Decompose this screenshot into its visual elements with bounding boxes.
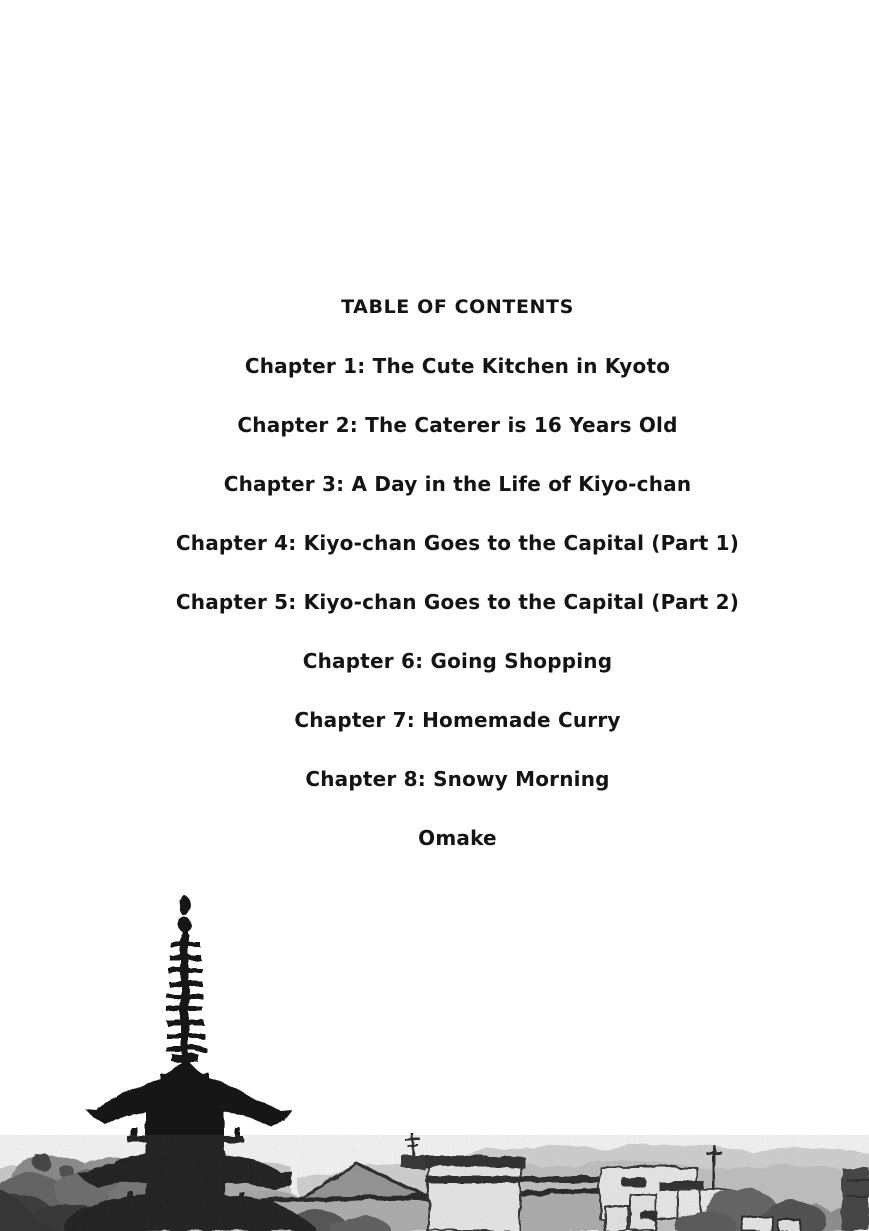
paper-grain-texture bbox=[0, 1135, 869, 1231]
toc-entry-3: Chapter 3: A Day in the Life of Kiyo-chan bbox=[223, 472, 692, 496]
toc-entry-6: Chapter 6: Going Shopping bbox=[302, 649, 613, 673]
toc-entry-7: Chapter 7: Homemade Curry bbox=[294, 708, 621, 732]
table-of-contents bbox=[23, 296, 869, 886]
toc-entry-8: Chapter 8: Snowy Morning bbox=[305, 767, 610, 791]
kyoto-skyline-illustration bbox=[0, 880, 869, 1231]
toc-entry-omake: Omake bbox=[418, 826, 497, 850]
page-title: TABLE OF CONTENTS bbox=[341, 296, 574, 318]
toc-entry-5: Chapter 5: Kiyo-chan Goes to the Capital (Part 2) bbox=[175, 590, 740, 614]
toc-entry-1: Chapter 1: The Cute Kitchen in Kyoto bbox=[244, 354, 671, 378]
toc-entry-2: Chapter 2: The Caterer is 16 Years Old bbox=[237, 413, 678, 437]
toc-entry-4: Chapter 4: Kiyo-chan Goes to the Capital (Part 1) bbox=[175, 531, 740, 555]
